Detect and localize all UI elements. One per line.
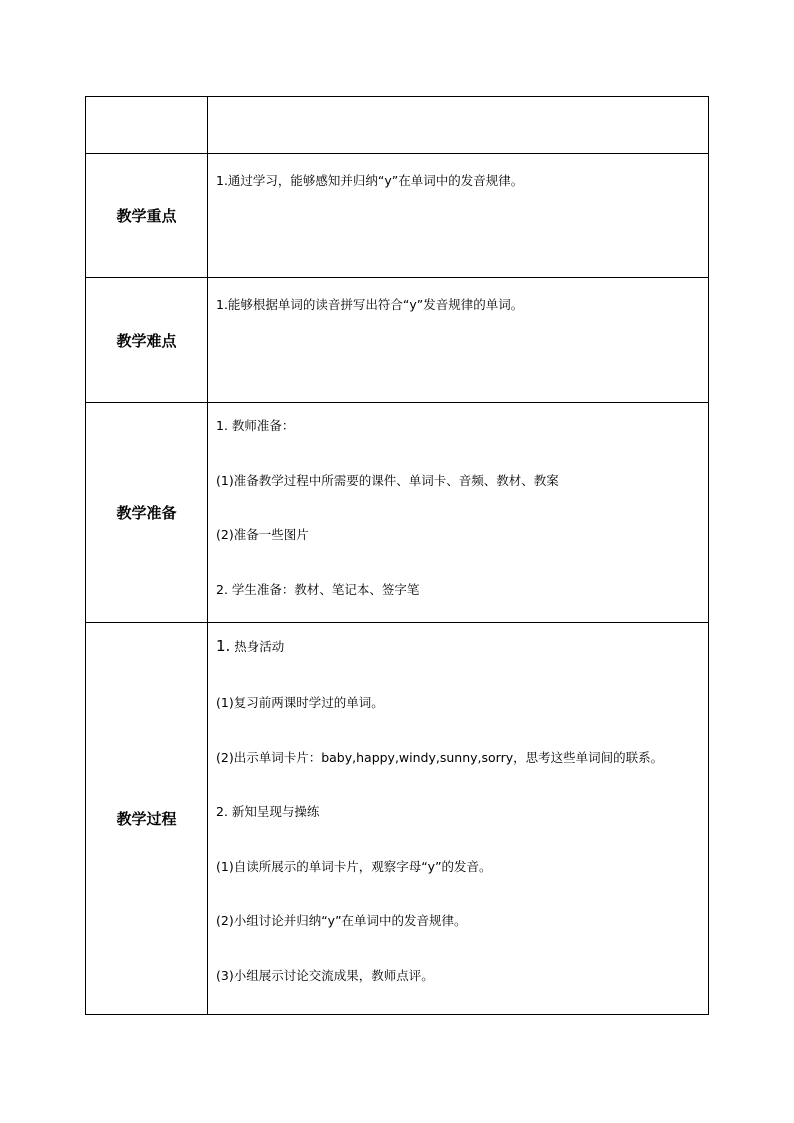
table-row: [86, 97, 709, 154]
content-teaching-focus: [208, 154, 709, 278]
table-row: [86, 154, 709, 278]
content-teaching-process: [208, 623, 709, 1015]
text-line: (2)小组讨论并归纳“y”在单词中的发音规律。: [216, 913, 467, 928]
row-label-empty: [86, 97, 208, 154]
row-content-empty: [208, 97, 709, 154]
table-row: [86, 623, 709, 1015]
label-teaching-preparation: 教学准备: [86, 403, 208, 623]
label-teaching-process: 教学过程: [86, 623, 208, 1015]
text-line: 1. 教师准备：: [216, 418, 295, 433]
section-number: 1.: [216, 637, 231, 655]
text-line: (1)自读所展示的单词卡片，观察字母“y”的发音。: [216, 858, 492, 874]
text-line: (1)准备教学过程中所需要的课件、单词卡、音频、教材、教案: [216, 472, 559, 488]
label-teaching-difficulty: 教学难点: [86, 278, 208, 403]
text-line: (2)出示单词卡片：baby,happy,windy,sunny,sorry，思考这些单词间的联系。: [216, 749, 664, 765]
text-line: (2)准备一些图片: [216, 527, 309, 542]
label-teaching-focus: 教学重点: [86, 154, 208, 278]
text-line: (3)小组展示讨论交流成果，教师点评。: [216, 967, 434, 983]
lesson-plan-table: [85, 96, 709, 1015]
content-teaching-preparation: [208, 403, 709, 623]
text-line: 2. 学生准备：教材、笔记本、签字笔: [216, 581, 420, 597]
text-line: (1)复习前两课时学过的单词。: [216, 695, 384, 710]
text-line: 1.能够根据单词的读音拼写出符合“y”发音规律的单词。: [216, 297, 524, 312]
text-line: 1.通过学习，能够感知并归纳“y”在单词中的发音规律。: [216, 173, 524, 188]
table-row: [86, 403, 709, 623]
text-line: 2. 新知呈现与操练: [216, 804, 320, 819]
text-line-heading: [216, 636, 700, 657]
section-title: 热身活动: [230, 639, 285, 654]
table-row: [86, 278, 709, 403]
content-teaching-difficulty: [208, 278, 709, 403]
